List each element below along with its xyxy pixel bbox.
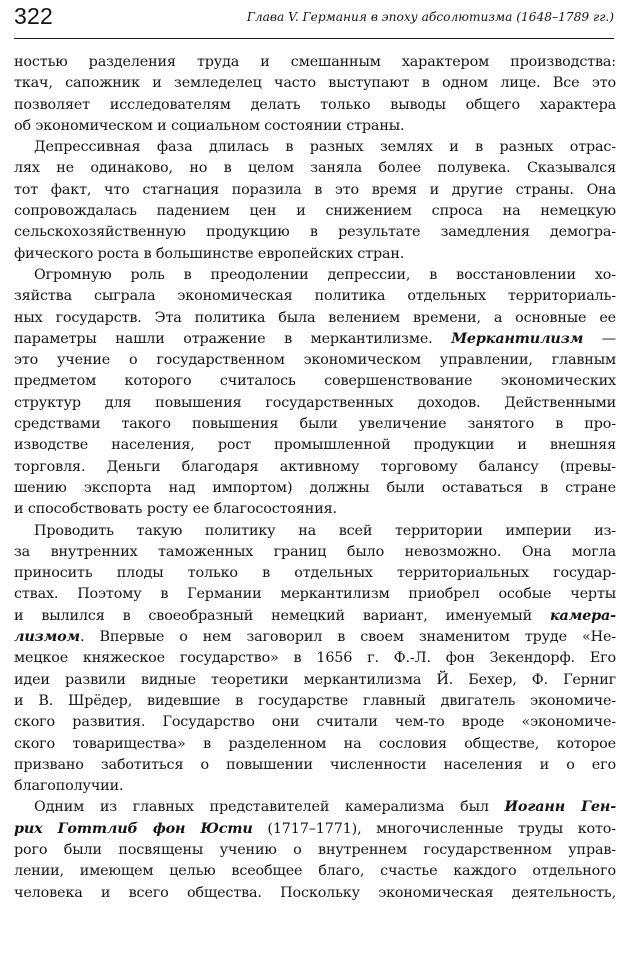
text-line xyxy=(14,52,616,73)
text-line xyxy=(14,648,616,669)
page-header xyxy=(14,0,614,39)
text-line xyxy=(14,435,616,456)
line-text: параметры нашли отражение в меркантилизме. xyxy=(14,330,433,347)
line-text: структур для повышения государственных доходов. Действенными xyxy=(14,394,616,411)
line-text: об экономическом и социальном состоянии страны. xyxy=(14,117,405,134)
text-line xyxy=(14,158,616,179)
line-text: Одним из главных представителей камерализма был xyxy=(34,799,489,816)
text-line xyxy=(14,734,616,755)
line-text: ствах. Поэтому в Германии меркантилизм приобрел особые черты xyxy=(14,586,616,603)
text-line xyxy=(14,116,616,137)
text-line xyxy=(14,265,616,286)
text-line xyxy=(14,414,616,435)
text-line xyxy=(14,371,616,392)
line-text: лении, имеющем целью всеобщее благо, счастье каждого отдельного xyxy=(14,863,616,880)
line-text: позволяет исследователям делать только выводы общего характера xyxy=(14,96,616,113)
text-line xyxy=(14,286,616,307)
emphasized-term: лизмом xyxy=(14,629,81,646)
line-text: ткач, сапожник и земледелец часто выступают в одном лице. Все это xyxy=(14,75,616,92)
text-line xyxy=(14,883,616,904)
line-text: и способствовать росту ее благосостояния. xyxy=(14,501,337,518)
line-text-tail: . Впервые о нем заговорил в своем знаменитом труде «Не- xyxy=(80,629,616,646)
line-text: изводстве населения, рост промышленной продукции и внешняя xyxy=(14,437,616,454)
text-line xyxy=(14,244,616,265)
line-text: фического роста в большинстве европейских стран. xyxy=(14,245,405,262)
text-line xyxy=(14,797,616,818)
line-text: человека и всего общества. Поскольку экономическая деятельность, xyxy=(14,884,616,901)
line-text: Огромную роль в преодолении депрессии, в восстановлении хо- xyxy=(34,266,616,283)
text-line xyxy=(14,670,616,691)
text-line xyxy=(14,478,616,499)
text-line xyxy=(14,627,616,648)
text-line xyxy=(14,222,616,243)
line-text: лях не одинаково, но в целом заняла более полувека. Сказывался xyxy=(14,160,616,177)
text-line xyxy=(14,521,616,542)
line-text: предметом которого считалось совершенствование экономических xyxy=(14,373,616,390)
text-line xyxy=(14,457,616,478)
text-line xyxy=(14,584,616,605)
text-line xyxy=(14,712,616,733)
text-line xyxy=(14,755,616,776)
text-line xyxy=(14,691,616,712)
line-text: мецкое княжеское государство» в 1656 г. Ф.-Л. фон Зекендорф. Его xyxy=(14,650,616,667)
running-title: Глава V. Германия в эпоху абсолютизма (1648–1789 гг.) xyxy=(246,10,614,24)
text-line xyxy=(14,329,616,350)
emphasized-term: рих Готтлиб фон Юсти xyxy=(14,820,253,837)
line-text: идеи развили видные теоретики меркантилизма Й. Бехер, Ф. Герниг xyxy=(14,671,616,688)
emphasized-term: Меркантилизм xyxy=(451,330,584,347)
line-text: и В. Шрёдер, видевшие в государстве главный двигатель экономиче- xyxy=(14,692,616,709)
line-text: призвано заботиться о повышении численности населения и о его xyxy=(14,756,616,773)
line-text: приносить плоды только в отдельных территориальных государ- xyxy=(14,565,616,582)
text-line xyxy=(14,840,616,861)
line-text: ского товарищества» в разделенном на сословия обществе, которое xyxy=(14,735,616,752)
text-line xyxy=(14,542,616,563)
line-text: сельскохозяйственную продукцию в результате замедления демогра- xyxy=(14,224,616,241)
line-text: и вылился в своеобразный немецкий вариант, именуемый xyxy=(14,607,533,624)
text-line xyxy=(14,499,616,520)
line-text-tail: (1717–1771), многочисленные труды кото- xyxy=(252,820,616,837)
emphasized-term: камера- xyxy=(550,607,616,624)
line-text: Проводить такую политику на всей территории империи из- xyxy=(34,522,616,539)
line-text: благополучии. xyxy=(14,778,124,795)
line-text: сопровождалась падением цен и снижением спроса на немецкую xyxy=(14,203,616,220)
text-line xyxy=(14,350,616,371)
line-text: Депрессивная фаза длилась в разных землях и в разных отрас- xyxy=(34,139,616,156)
line-text: шению экспорта над импортом) должны были оставаться в стране xyxy=(14,479,616,496)
text-line xyxy=(14,201,616,222)
text-line xyxy=(14,95,616,116)
line-text: ностью разделения труда и смешанным характером производства: xyxy=(14,54,616,70)
text-line xyxy=(14,73,616,94)
text-line xyxy=(14,606,616,627)
page-number: 322 xyxy=(14,3,53,29)
line-text: ского развития. Государство они считали чем-то вроде «экономиче- xyxy=(14,714,616,731)
text-line xyxy=(14,137,616,158)
line-text: торговля. Деньги благодаря активному торговому балансу (превы- xyxy=(14,458,616,475)
line-text: рого были посвящены учению о внутреннем государственном управ- xyxy=(14,841,616,858)
text-line xyxy=(14,393,616,414)
text-line xyxy=(14,861,616,882)
body-text xyxy=(14,52,616,904)
text-line xyxy=(14,180,616,201)
text-line xyxy=(14,776,616,797)
text-line xyxy=(14,308,616,329)
text-line xyxy=(14,819,616,840)
line-text: это учение о государственном экономическом управлении, главным xyxy=(14,352,616,369)
line-text-tail: — xyxy=(583,330,616,347)
text-line xyxy=(14,563,616,584)
line-text: тот факт, что стагнация поразила в это время и другие страны. Она xyxy=(14,181,616,198)
line-text: за внутренних таможенных границ было невозможно. Она могла xyxy=(14,543,616,560)
line-text: средствами такого повышения были увеличение занятого в про- xyxy=(14,416,616,433)
line-text: зяйства сыграла экономическая политика отдельных территориаль- xyxy=(14,288,616,305)
line-text: ных государств. Эта политика была велением времени, а основные ее xyxy=(14,309,616,326)
emphasized-term: Иоганн Ген- xyxy=(504,799,616,816)
